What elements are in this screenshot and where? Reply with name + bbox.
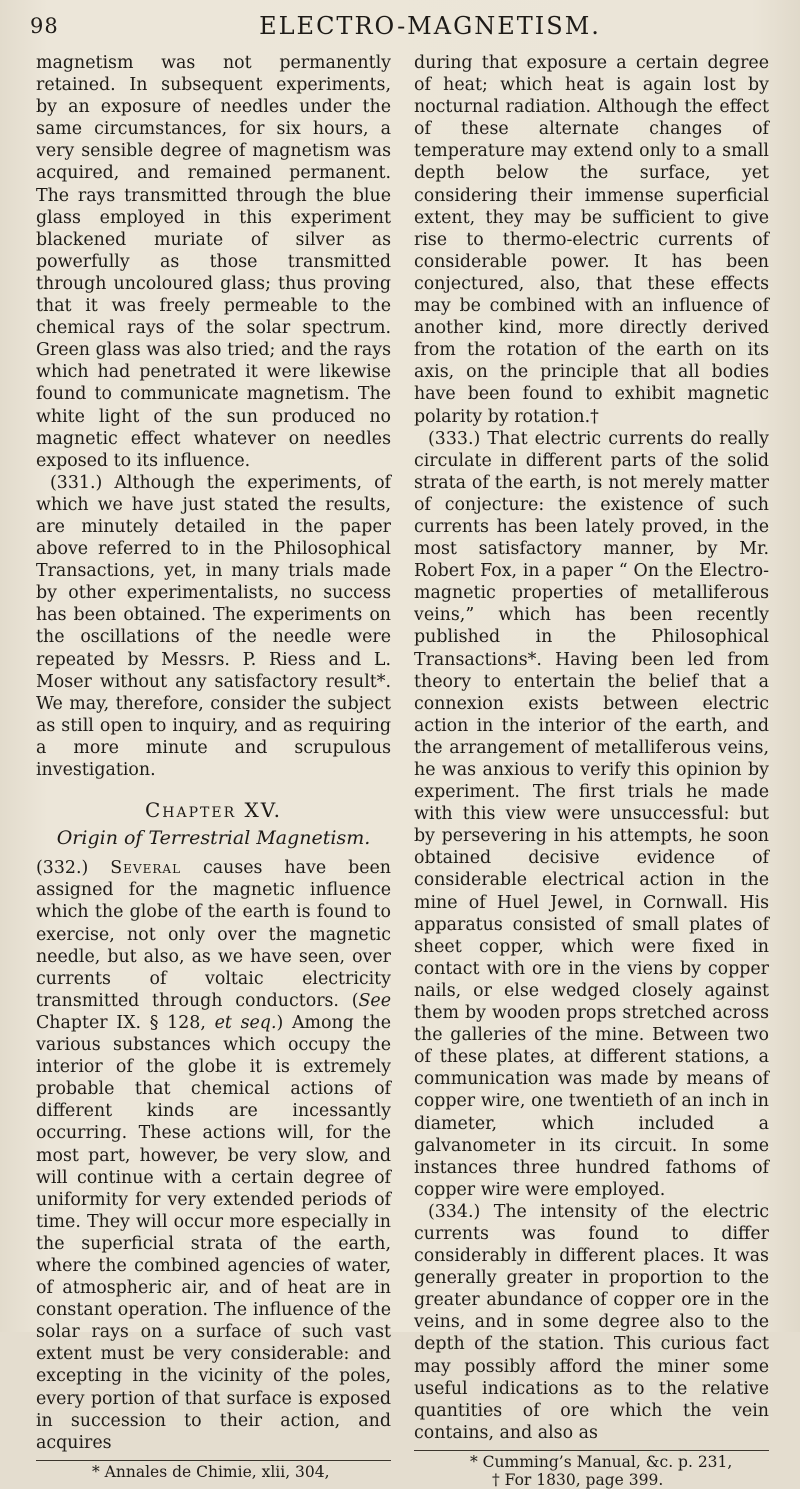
paragraph: during that exposure a certain degree of heat; which heat is again lost by nocturnal radiation. Although the effect of these alternate changes of temperature may extend only to a small depth below the surface, yet considering their immense superficial extent, they may be sufficient to give rise to thermo-electric currents of considerable power. It has been conjectured, also, that these effects may be combined with an influence of another kind, more directly derived from the rotation of the earth on its axis, on the principle that all bodies have been found to exhibit magnetic polarity by rotation.†	[414, 53, 769, 427]
page-number: 98	[30, 14, 59, 38]
page-header	[30, 10, 790, 46]
paragraph-333: (333.) That electric currents do really circulate in different parts of the solid strata of the earth, is not merely matter of conjecture: the existence of such currents has been lately proved, in the most satisfactory manner, by Mr. Robert Fox, in a paper “ On the Electro-magnetic properties of metalliferous veins,” which has been recently published in the Philosophical Transactions*. Having been led from theory to entertain the belief that a connexion exists between electric action in the interior of the earth, and the arrangement of metalliferous veins, he was anxious to verify this opinion by experiment. The first trials he made with this view were unsuccessful: but by persevering in his attempts, he soon obtained decisive evidence of considerable electrical action in the mine of Huel Jewel, in Cornwall. His apparatus consisted of small plates of sheet copper, which were fixed in contact with ore in the viens by copper nails, or else wedged closely against them by wooden props stretched across the galleries of the mine. Between two of these plates, at different stations, a communication was made by means of copper wire, one twentieth of an inch in diameter, which included a galvanometer in its circuit. In some instances three hundred fathoms of copper wire were employed.	[414, 428, 769, 1200]
right-column	[414, 52, 769, 1489]
et-seq: et seq.	[214, 1012, 277, 1033]
paragraph-text: causes have been assigned for the magnetic influence which the globe of the earth is found to exercise, not only over the magnetic needle, but also, as we have seen, over currents of voltaic electricity transmitted through conductors. (	[36, 858, 391, 1011]
left-column	[36, 52, 391, 1481]
chapter-reference: Chapter IX. § 128,	[36, 1012, 206, 1033]
paragraph-text: ) Among the various substances which occupy the interior of the globe it is extremely probable that chemical actions of different kinds are incessantly occurring. These actions will, for the most part, however, be very slow, and will continue with a certain degree of uniformity for very extended periods of time. They will occur more especially in the superficial strata of the earth, where the combined agencies of water, of atmospheric air, and of heat are in constant operation. The influence of the solar rays on a surface of such vast extent must be very considerable: and excepting in the vicinity of the poles, every portion of that surface is exposed in succession to their action, and acquires	[36, 1012, 391, 1453]
chapter-heading: Chapter XV.	[144, 798, 283, 823]
footnote: * Annales de Chimie, xlii, 304,	[92, 1462, 330, 1481]
running-title: ELECTRO-MAGNETISM.	[259, 12, 601, 40]
paragraph-334: (334.) The intensity of the electric currents was found to differ considerably in different places. It was generally greater in proportion to the greater abundance of copper ore in the veins, and in some degree also to the depth of the station. This curious fact may possibly afford the miner some useful indications as to the relative quantities of ore which the vein contains, and also as	[414, 1201, 769, 1443]
see-reference: See	[358, 990, 391, 1011]
paragraph-number: (332.)	[36, 858, 89, 879]
footnote: * Cumming’s Manual, &c. p. 231,	[470, 1452, 733, 1471]
chapter-title: Origin of Terrestrial Magnetism.	[56, 827, 371, 850]
lead-word: Several	[110, 858, 182, 879]
paragraph: magnetism was not permanently retained. In subsequent experiments, by an exposure of needles under the same circumstances, for six hours, a very sensible degree of magnetism was acquired, and remained permanent. The rays transmitted through the blue glass employed in this experiment blackened muriate of silver as powerfully as those transmitted through uncoloured glass; thus proving that it was freely permeable to the chemical rays of the solar spectrum. Green glass was also tried; and the rays which had penetrated it were likewise found to communicate magnetism. The white light of the sun produced no magnetic effect whatever on needles exposed to its influence.	[36, 53, 391, 471]
footnote: † For 1830, page 399.	[492, 1470, 664, 1489]
footnote-rule	[414, 1450, 769, 1451]
footnote-rule	[36, 1460, 391, 1461]
paragraph-332	[36, 857, 391, 1454]
paragraph-331: (331.) Although the experiments, of which we have just stated the results, are minutely detailed in the paper above referred to in the Philosophical Transactions, yet, in many trials made by other experimentalists, no success has been obtained. The experiments on the oscillations of the needle were repeated by Messrs. P. Riess and L. Moser without any satisfactory result*. We may, therefore, consider the subject as still open to inquiry, and as requiring a more minute and scrupulous investigation.	[36, 472, 391, 780]
